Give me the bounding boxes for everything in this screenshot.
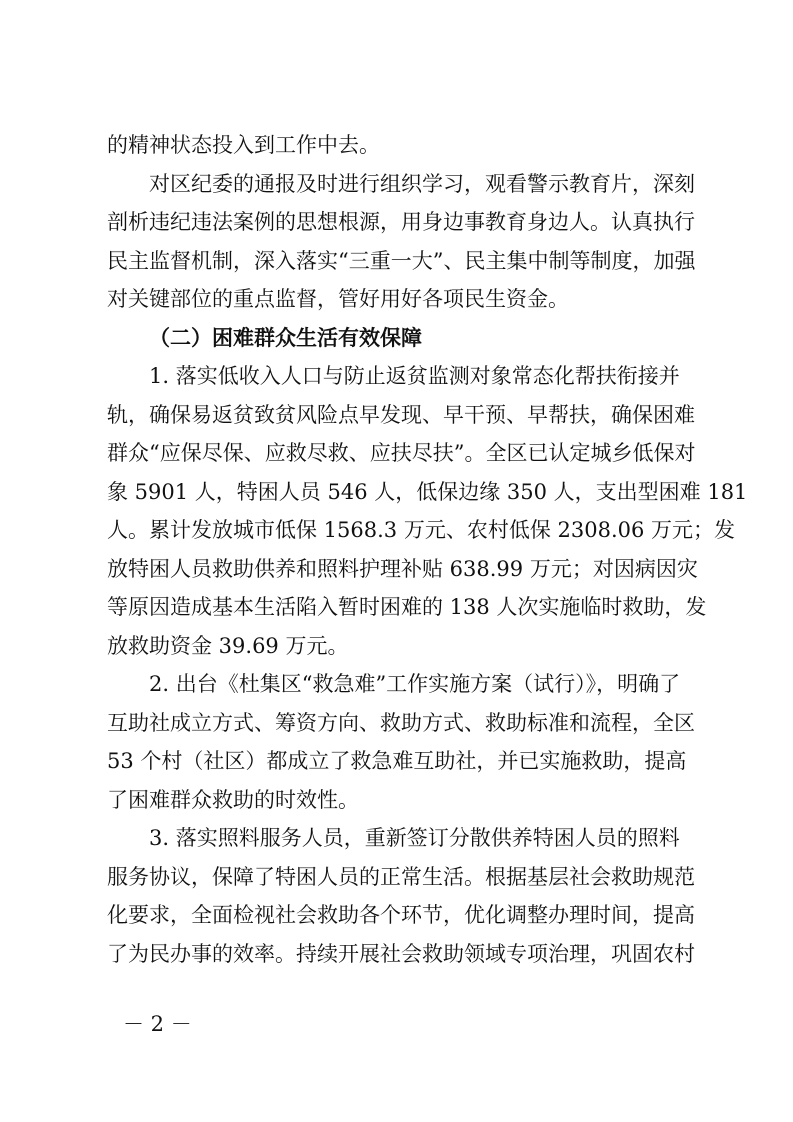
text-line: 放特困人员救助供养和照料护理补贴 638.99 万元；对因病因灾 bbox=[107, 556, 698, 581]
text-line: 53 个村（社区）都成立了救急难互助社，并已实施救助，提高 bbox=[107, 749, 687, 773]
text-line: 互助社成立方式、筹资方向、救助方式、救助标准和流程，全区 bbox=[107, 710, 695, 735]
section-heading: （二）困难群众生活有效保障 bbox=[149, 324, 422, 350]
text-line: 了为民办事的效率。持续开展社会救助领域专项治理，巩固农村 bbox=[107, 941, 695, 966]
text-line: 化要求，全面检视社会救助各个环节，优化调整办理时间，提高 bbox=[107, 903, 695, 927]
text-line: 了困难群众救助的时效性。 bbox=[107, 787, 359, 812]
text-line: 剖析违纪违法案例的思想根源，用身边事教育身边人。认真执行 bbox=[107, 210, 695, 234]
page-number: － 2 － bbox=[123, 1012, 192, 1036]
text-line: 的精神状态投入到工作中去。 bbox=[107, 133, 380, 157]
text-line: 服务协议，保障了特困人员的正常生活。根据基层社会救助规范 bbox=[107, 864, 695, 889]
document-body bbox=[107, 126, 748, 973]
text-line: 人。累计发放城市低保 1568.3 万元、农村低保 2308.06 万元；发 bbox=[107, 518, 736, 542]
text-line: 对关键部位的重点监督，管好用好各项民生资金。 bbox=[107, 287, 569, 311]
text-line: 群众“应保尽保、应救尽救、应扶尽扶”。全区已认定城乡低保对 bbox=[107, 441, 696, 465]
text-line: 放救助资金 39.69 万元。 bbox=[107, 633, 349, 658]
text-line: 对区纪委的通报及时进行组织学习，观看警示教育片，深刻 bbox=[149, 171, 695, 196]
text-line: 等原因造成基本生活陷入暂时困难的 138 人次实施临时救助，发 bbox=[107, 595, 707, 619]
text-line: 轨，确保易返贫致贫风险点早发现、早干预、早帮扶，确保困难 bbox=[107, 402, 695, 427]
text-line: 3. 落实照料服务人员，重新签订分散供养特困人员的照料 bbox=[149, 826, 680, 850]
text-line: 2. 出台《杜集区“救急难”工作实施方案（试行）》，明确了 bbox=[149, 672, 681, 696]
text-line: 民主监督机制，深入落实“三重一大”、民主集中制等制度，加强 bbox=[107, 248, 696, 273]
text-line: 象 5901 人，特困人员 546 人，低保边缘 350 人，支出型困难 181 bbox=[107, 479, 748, 504]
text-line: 1. 落实低收入人口与防止返贫监测对象常态化帮扶衔接并 bbox=[149, 364, 680, 388]
